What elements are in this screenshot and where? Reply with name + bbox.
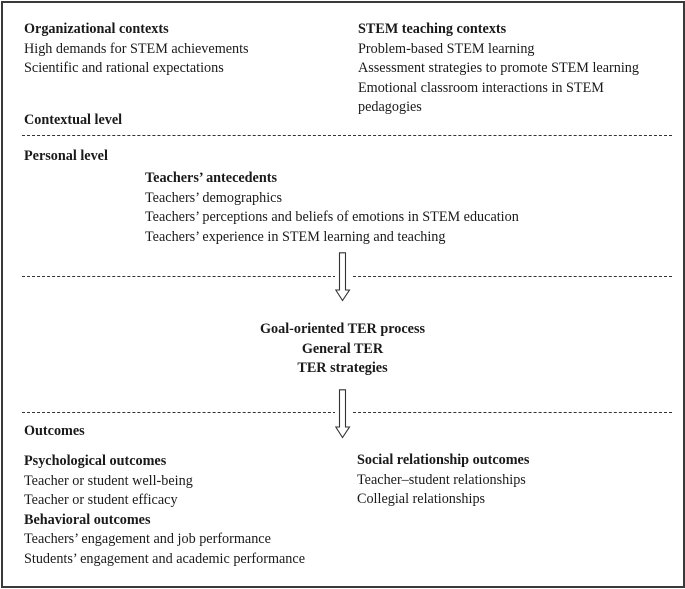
social-relationship-outcomes-title: Social relationship outcomes [357,452,530,468]
stem-teaching-contexts-title: STEM teaching contexts [358,21,507,37]
antecedent-item: Teachers’ perceptions and beliefs of emotions in STEM education [145,209,519,225]
antecedent-item: Teachers’ experience in STEM learning and teaching [145,228,446,245]
psychological-outcome-item: Teacher or student efficacy [24,492,178,508]
level-divider [22,135,672,136]
stem-teaching-item: Emotional classroom interactions in STEM [358,79,604,96]
psychological-outcomes-title: Psychological outcomes [24,453,167,469]
process-title: Goal-oriented TER process [260,321,425,337]
psychological-outcome-item: Teacher or student well-being [24,472,193,489]
social-outcome-item: Collegial relationships [357,491,486,507]
antecedent-item: Teachers’ demographics [145,189,283,206]
behavioral-outcome-item: Teachers’ engagement and job performance [24,531,271,547]
teachers-antecedents-title: Teachers’ antecedents [145,170,277,186]
personal-level-label: Personal level [24,148,108,164]
contextual-level-label: Contextual level [24,112,123,128]
stem-teaching-item: Assessment strategies to promote STEM learning [358,60,639,76]
organizational-item: Scientific and rational expectations [24,60,224,76]
stem-teaching-item: Problem-based STEM learning [358,40,535,57]
down-arrow-icon [335,252,351,302]
organizational-item: High demands for STEM achievements [24,40,249,57]
down-arrow-icon [335,389,351,439]
process-ter-strategies: TER strategies [297,360,388,376]
stem-teaching-item: pedagogies [358,99,422,115]
organizational-contexts-title: Organizational contexts [24,21,169,37]
social-outcome-item: Teacher–student relationships [357,471,526,488]
behavioral-outcome-item: Students’ engagement and academic performance [24,550,305,567]
behavioral-outcomes-title: Behavioral outcomes [24,511,151,528]
outcomes-label: Outcomes [24,423,85,439]
process-general-ter: General TER [301,340,384,357]
